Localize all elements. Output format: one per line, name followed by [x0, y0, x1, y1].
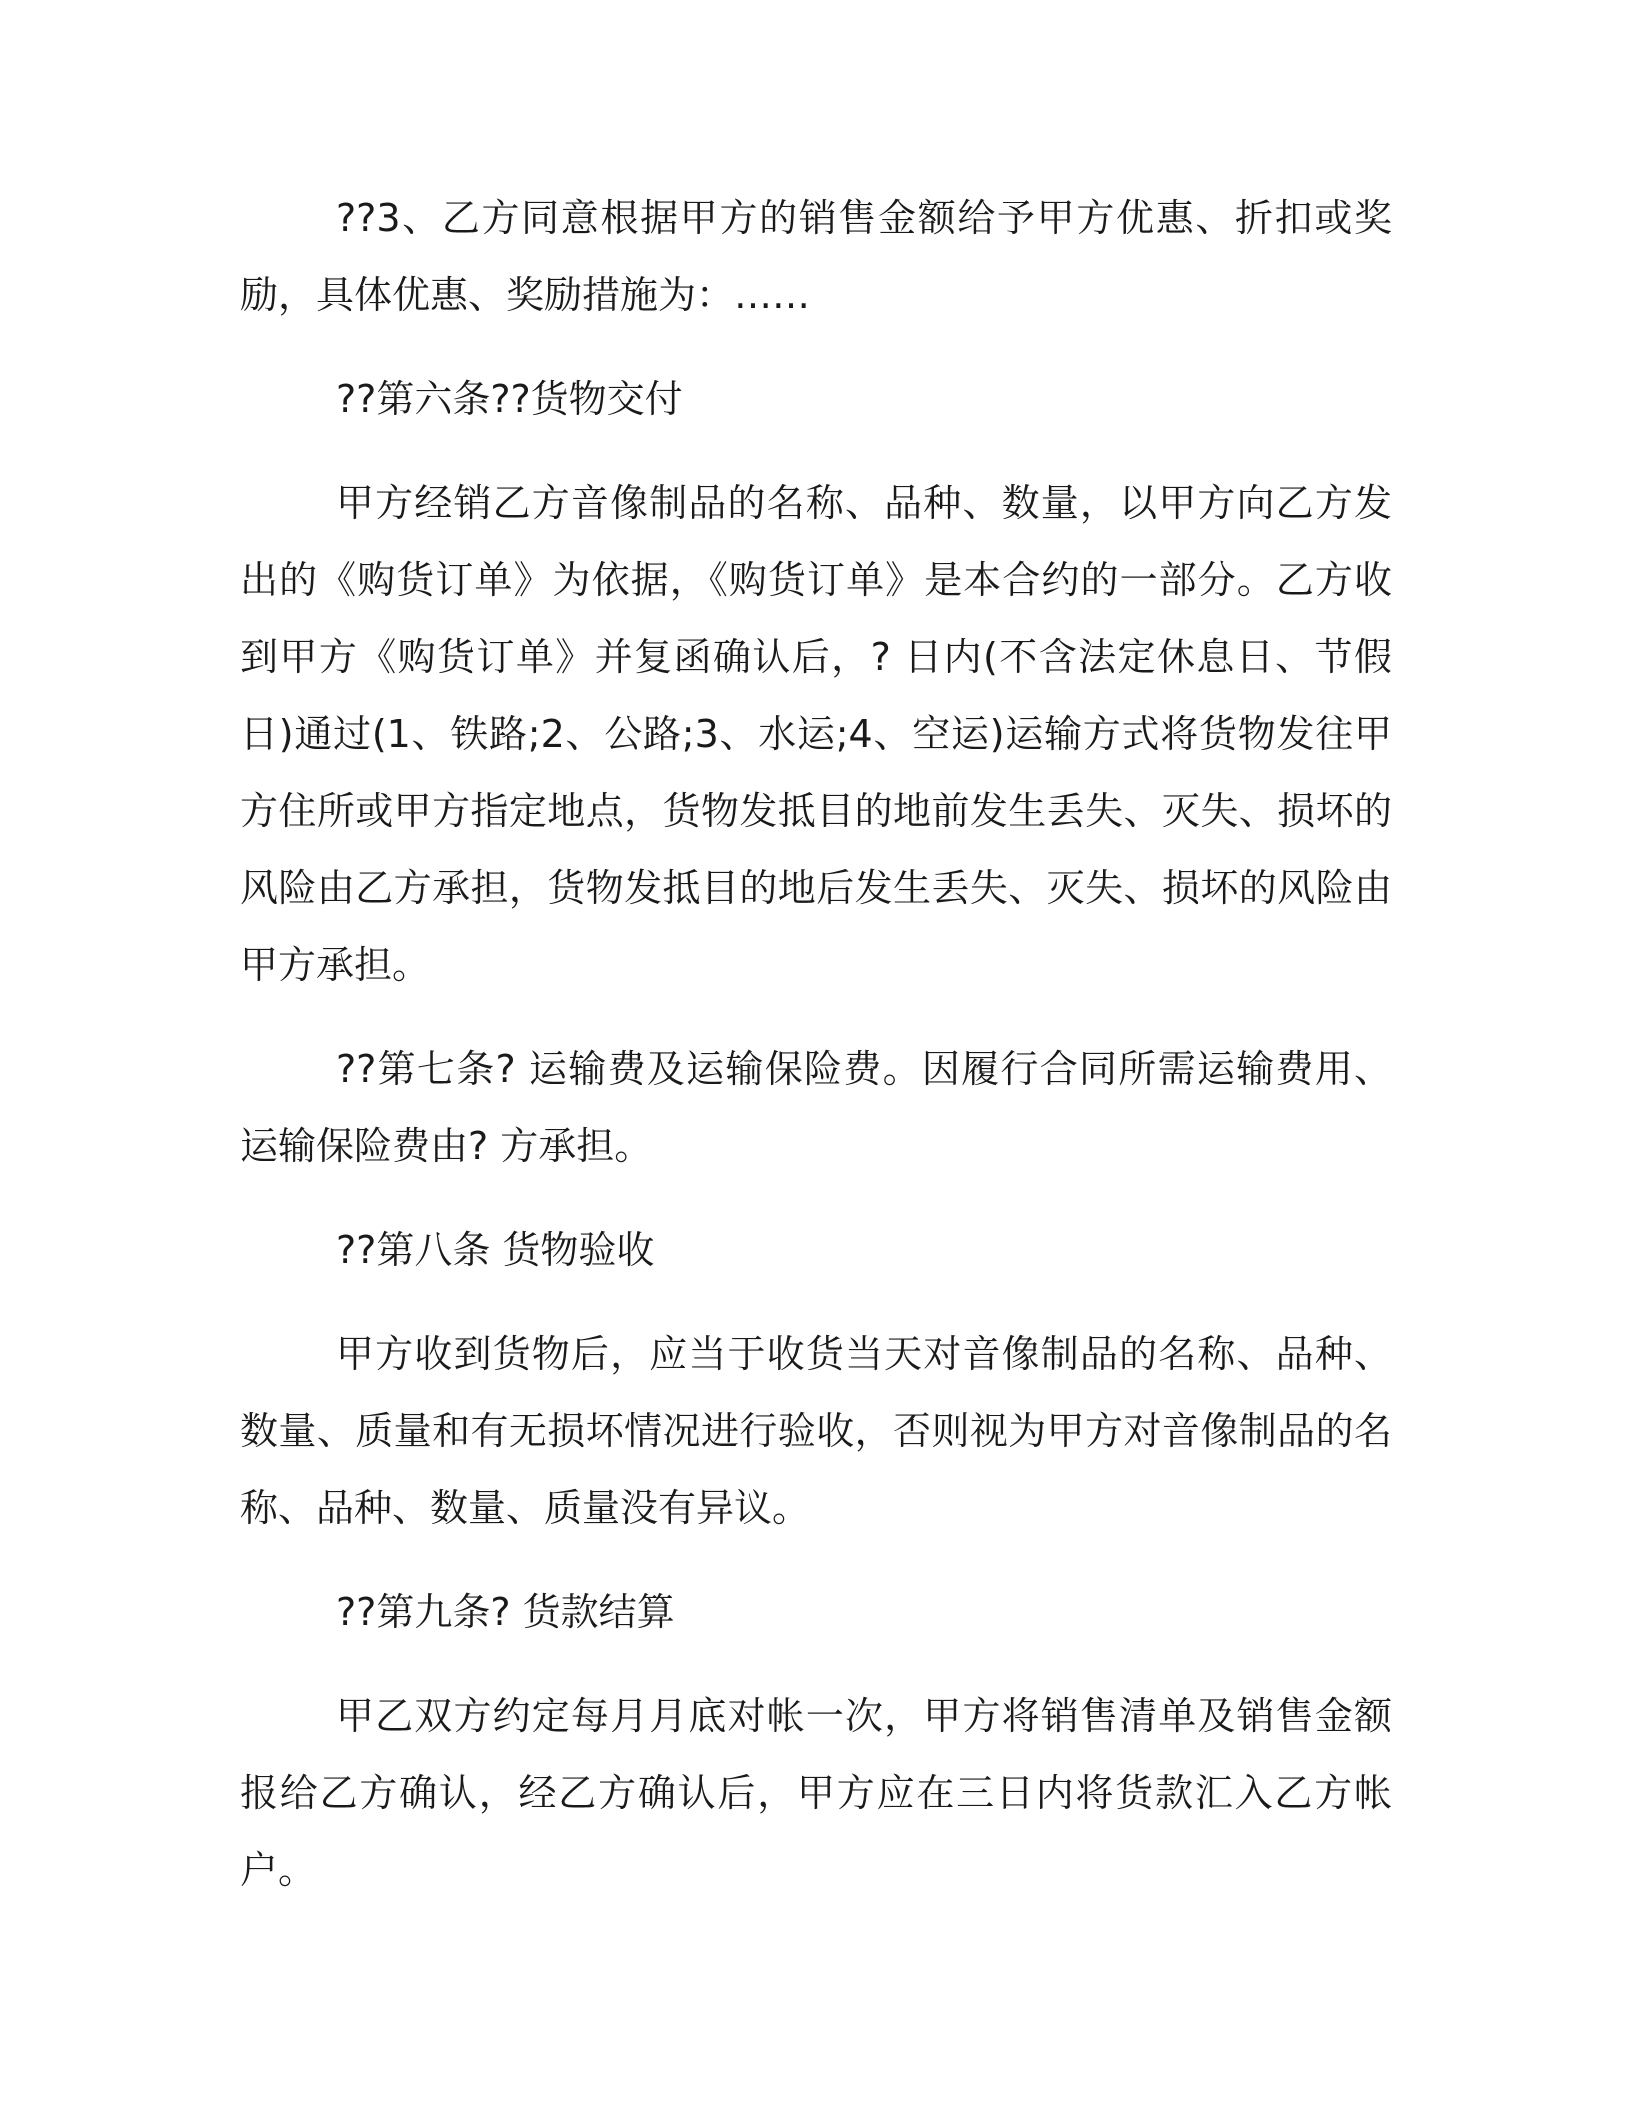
article-9-body: 甲乙双方约定每月月底对帐一次，甲方将销售清单及销售金额报给乙方确认，经乙方确认后，甲方应在三日内将货款汇入乙方帐户。: [240, 1694, 1392, 1892]
article-9-heading: ??第九条? 货款结算: [336, 1590, 675, 1634]
article-8-body: 甲方收到货物后，应当于收货当天对音像制品的名称、品种、数量、质量和有无损坏情况进行验收，否则视为甲方对音像制品的名称、品种、数量、质量没有异议。: [240, 1332, 1392, 1530]
document-body: [240, 180, 1392, 1936]
clause-5-item-3: ??3、乙方同意根据甲方的销售金额给予甲方优惠、折扣或奖励，具体优惠、奖励措施为：……: [240, 196, 1392, 317]
article-6-heading: ??第六条??货物交付: [336, 377, 683, 421]
article-7-body: ??第七条? 运输费及运输保险费。因履行合同所需运输费用、运输保险费由? 方承担。: [240, 1047, 1392, 1168]
article-6-body: 甲方经销乙方音像制品的名称、品种、数量，以甲方向乙方发出的《购货订单》为依据，《购货订单》是本合约的一部分。乙方收到甲方《购货订单》并复函确认后，? 日内(不含法定休息日、节假日)通过(1、铁路;2、公路;3、水运;4、空运)运输方式将货物发往甲方住所或甲方指定地点，货物发抵目的地前发生丢失、灭失、损坏的风险由乙方承担，货物发抵目的地后发生丢失、灭失、损坏的风险由甲方承担。: [240, 481, 1392, 987]
article-8-heading: ??第八条 货物验收: [336, 1228, 655, 1272]
